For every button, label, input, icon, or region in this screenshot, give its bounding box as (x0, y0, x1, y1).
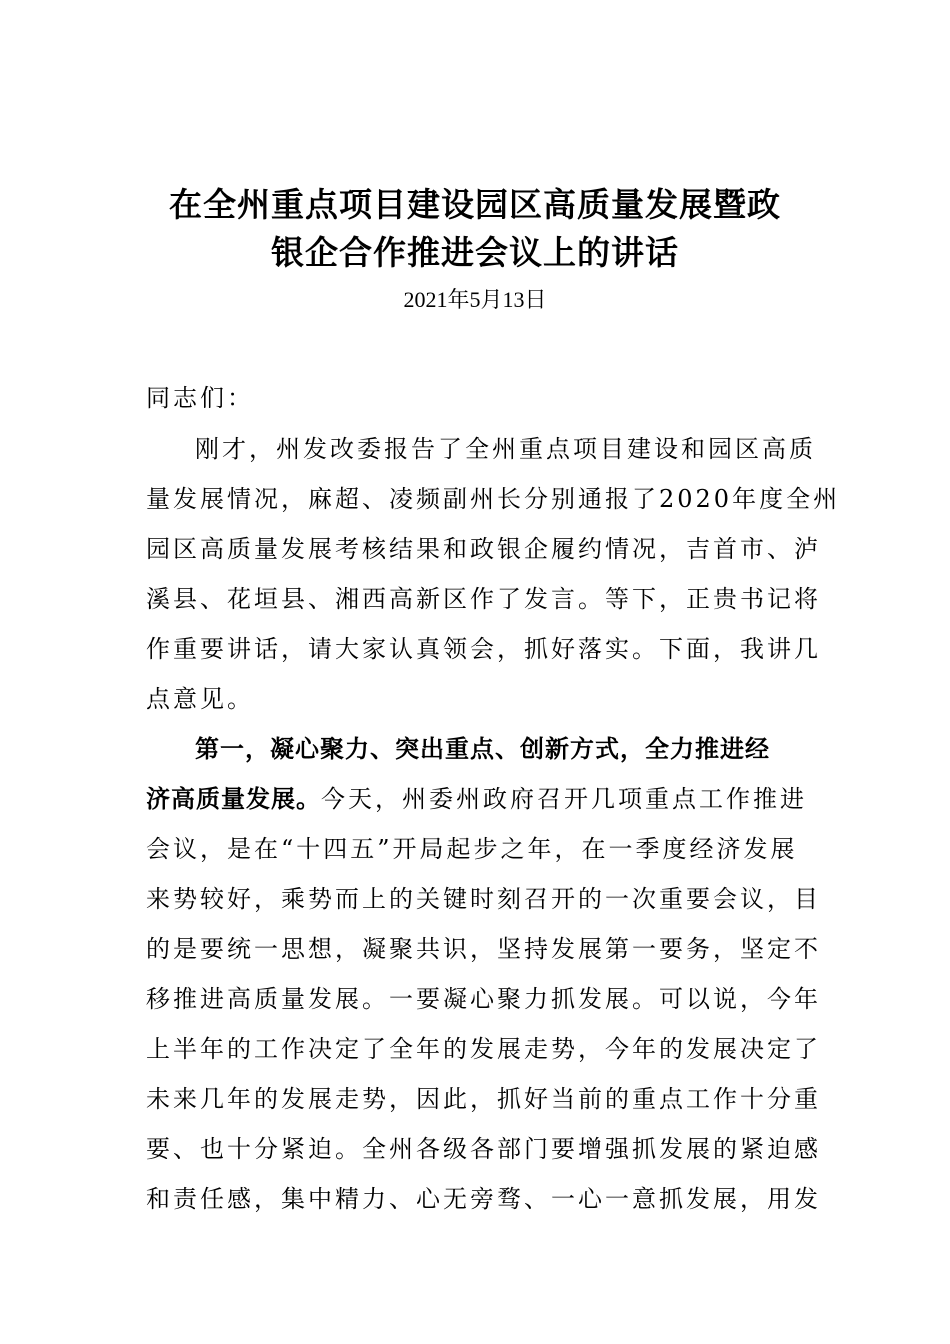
document-title-line-1: 在全州重点项目建设园区高质量发展暨政 (169, 185, 781, 224)
paragraph-2-line-5: 移推进高质量发展。一要凝心聚力抓发展。可以说，今年 (146, 985, 821, 1013)
paragraph-1-line-5: 作重要讲话，请大家认真领会，抓好落实。下面，我讲几 (146, 635, 821, 663)
paragraph-1-line-3: 园区高质量发展考核结果和政银企履约情况，吉首市、泸 (146, 535, 821, 563)
document-title-line-2: 银企合作推进会议上的讲话 (271, 233, 679, 272)
paragraph-2-line-7: 未来几年的发展走势，因此，抓好当前的重点工作十分重 (146, 1085, 821, 1113)
section-1-heading: 第一，凝心聚力、突出重点、创新方式，全力推进经 (195, 735, 770, 763)
paragraph-2-line-2: 会议，是在“十四五”开局起步之年，在一季度经济发展 (146, 835, 798, 863)
paragraph-1-line-6: 点意见。 (146, 685, 254, 713)
paragraph-2-line-1-text: 今天，州委州政府召开几项重点工作推进 (321, 785, 807, 813)
paragraph-2-line-8: 要、也十分紧迫。全州各级各部门要增强抓发展的紧迫感 (146, 1135, 821, 1163)
paragraph-2-line-4: 的是要统一思想，凝聚共识，坚持发展第一要务，坚定不 (146, 935, 821, 963)
paragraph-2-line-9: 和责任感，集中精力、心无旁骛、一心一意抓发展，用发 (146, 1185, 821, 1213)
paragraph-2-line-1 (146, 782, 806, 816)
paragraph-1-line-4: 溪县、花垣县、湘西高新区作了发言。等下，正贵书记将 (146, 585, 821, 613)
paragraph-2-line-6: 上半年的工作决定了全年的发展走势，今年的发展决定了 (146, 1035, 821, 1063)
document-date: 2021年5月13日 (403, 287, 547, 312)
salutation: 同志们： (146, 384, 254, 412)
paragraph-2-line-3: 来势较好，乘势而上的关键时刻召开的一次重要会议，目 (146, 885, 821, 913)
paragraph-1-line-2: 量发展情况，麻超、凌频副州长分别通报了2020年度全州 (146, 485, 841, 513)
section-1-heading-end: 济高质量发展。 (146, 785, 321, 813)
paragraph-1-line-1: 刚才，州发改委报告了全州重点项目建设和园区高质 (195, 435, 816, 463)
